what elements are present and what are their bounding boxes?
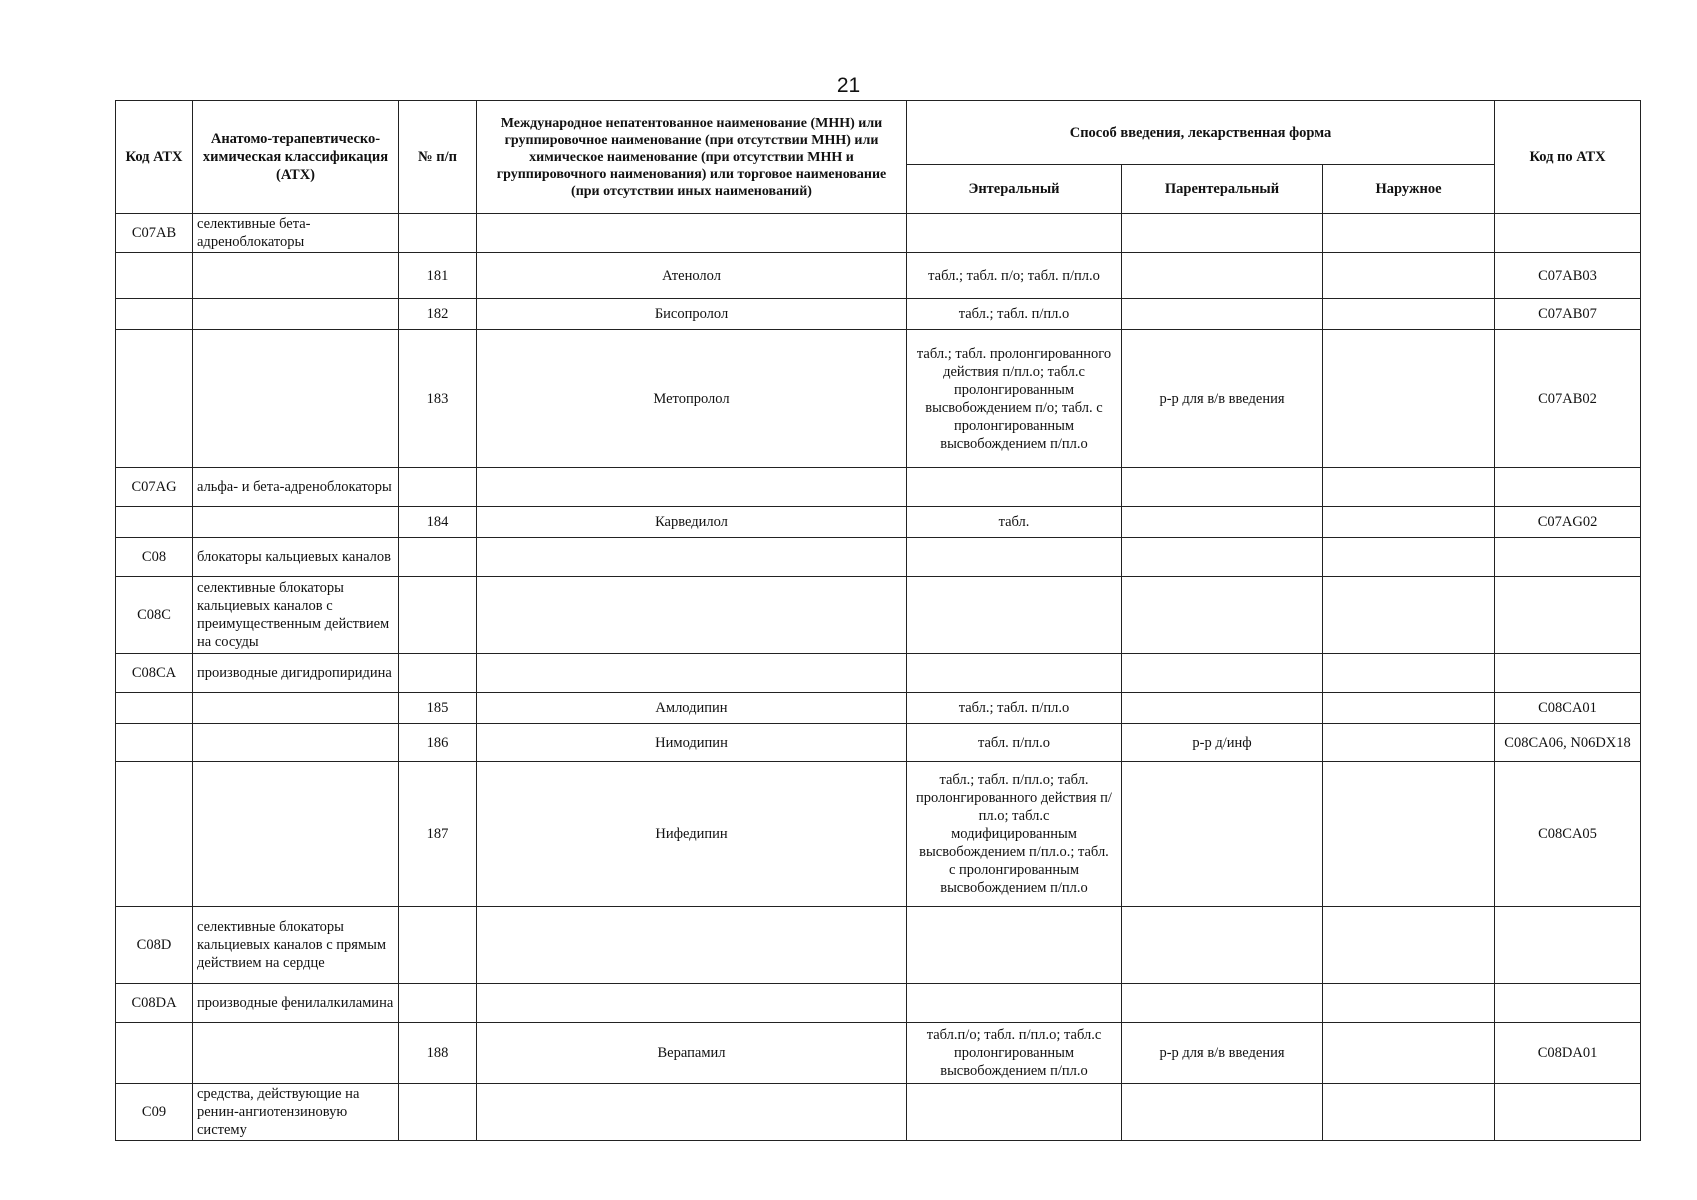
header-code-atx: Код АТХ xyxy=(116,101,193,214)
cell-parenteral xyxy=(1122,1084,1323,1141)
header-route-group: Способ введения, лекарственная форма xyxy=(907,101,1495,165)
cell-classification xyxy=(193,1023,399,1084)
cell-code-atx xyxy=(116,724,193,762)
cell-number xyxy=(399,1084,477,1141)
cell-enteral: табл. п/пл.о xyxy=(907,724,1122,762)
table-row xyxy=(116,330,1641,468)
cell-code-atx: C08CA xyxy=(116,654,193,693)
cell-code-by-atx xyxy=(1495,1084,1641,1141)
header-parenteral: Парентеральный xyxy=(1122,165,1323,214)
cell-number: 182 xyxy=(399,299,477,330)
cell-parenteral xyxy=(1122,538,1323,577)
cell-code-by-atx: C07AG02 xyxy=(1495,507,1641,538)
cell-parenteral xyxy=(1122,654,1323,693)
cell-name: Амлодипин xyxy=(477,693,907,724)
cell-code-by-atx: C08DA01 xyxy=(1495,1023,1641,1084)
cell-classification: средства, действующие на ренин-ангиотензиновую систему xyxy=(193,1084,399,1141)
cell-external xyxy=(1323,330,1495,468)
cell-code-by-atx xyxy=(1495,984,1641,1023)
cell-name xyxy=(477,654,907,693)
cell-parenteral xyxy=(1122,762,1323,907)
cell-external xyxy=(1323,468,1495,507)
cell-external xyxy=(1323,693,1495,724)
cell-code-atx xyxy=(116,330,193,468)
cell-number: 185 xyxy=(399,693,477,724)
cell-external xyxy=(1323,1084,1495,1141)
cell-enteral: табл.; табл. п/о; табл. п/пл.о xyxy=(907,253,1122,299)
cell-code-by-atx xyxy=(1495,577,1641,654)
cell-classification xyxy=(193,762,399,907)
header-number: № п/п xyxy=(399,101,477,214)
cell-code-by-atx: C08CA05 xyxy=(1495,762,1641,907)
cell-classification: селективные блокаторы кальциевых каналов с прямым действием на сердце xyxy=(193,907,399,984)
table-body xyxy=(116,214,1641,1141)
cell-name: Верапамил xyxy=(477,1023,907,1084)
cell-classification xyxy=(193,693,399,724)
header-name: Международное непатентованное наименование (МНН) или группировочное наименование (при отсутствии МНН) или химическое наименование (при отсутствии МНН и группировочного наименования) или торговое наименование (при отсутствии иных наименований) xyxy=(477,101,907,214)
table-row xyxy=(116,507,1641,538)
table-row xyxy=(116,253,1641,299)
cell-name: Бисопролол xyxy=(477,299,907,330)
cell-number: 183 xyxy=(399,330,477,468)
cell-name: Нифедипин xyxy=(477,762,907,907)
cell-enteral xyxy=(907,468,1122,507)
cell-parenteral xyxy=(1122,693,1323,724)
cell-number xyxy=(399,538,477,577)
cell-parenteral xyxy=(1122,299,1323,330)
header-classification: Анатомо-терапевтическо-химическая классификация (АТХ) xyxy=(193,101,399,214)
cell-name xyxy=(477,468,907,507)
cell-enteral: табл.; табл. п/пл.о xyxy=(907,693,1122,724)
cell-enteral: табл. xyxy=(907,507,1122,538)
table-row xyxy=(116,907,1641,984)
cell-code-atx: C09 xyxy=(116,1084,193,1141)
cell-external xyxy=(1323,299,1495,330)
cell-classification: альфа- и бета-адреноблокаторы xyxy=(193,468,399,507)
table-row xyxy=(116,693,1641,724)
cell-code-by-atx: C07AB07 xyxy=(1495,299,1641,330)
cell-code-atx xyxy=(116,253,193,299)
cell-classification xyxy=(193,724,399,762)
table-row xyxy=(116,577,1641,654)
cell-classification: селективные бета-адреноблокаторы xyxy=(193,214,399,253)
cell-enteral xyxy=(907,214,1122,253)
cell-number: 186 xyxy=(399,724,477,762)
cell-classification xyxy=(193,253,399,299)
cell-code-by-atx xyxy=(1495,214,1641,253)
cell-name xyxy=(477,214,907,253)
cell-code-atx xyxy=(116,299,193,330)
table-row xyxy=(116,299,1641,330)
cell-classification: производные фенилалкиламина xyxy=(193,984,399,1023)
cell-number xyxy=(399,984,477,1023)
cell-name xyxy=(477,984,907,1023)
cell-enteral: табл.; табл. п/пл.о xyxy=(907,299,1122,330)
header-enteral: Энтеральный xyxy=(907,165,1122,214)
cell-name xyxy=(477,1084,907,1141)
cell-number xyxy=(399,907,477,984)
table-row xyxy=(116,654,1641,693)
cell-parenteral xyxy=(1122,468,1323,507)
cell-code-atx: C07AG xyxy=(116,468,193,507)
cell-code-atx xyxy=(116,762,193,907)
cell-parenteral xyxy=(1122,577,1323,654)
cell-code-by-atx xyxy=(1495,654,1641,693)
cell-external xyxy=(1323,507,1495,538)
cell-number: 184 xyxy=(399,507,477,538)
cell-classification xyxy=(193,507,399,538)
cell-parenteral xyxy=(1122,507,1323,538)
cell-code-by-atx xyxy=(1495,468,1641,507)
cell-parenteral: р-р д/инф xyxy=(1122,724,1323,762)
cell-enteral: табл.; табл. пролонгированного действия п/пл.о; табл.с пролонгированным высвобождением п/о; табл. с пролонгированным высвобождением п/пл.о xyxy=(907,330,1122,468)
cell-external xyxy=(1323,762,1495,907)
table-row xyxy=(116,468,1641,507)
cell-external xyxy=(1323,984,1495,1023)
cell-number xyxy=(399,214,477,253)
cell-classification: селективные блокаторы кальциевых каналов с преимущественным действием на сосуды xyxy=(193,577,399,654)
cell-enteral xyxy=(907,654,1122,693)
cell-number: 187 xyxy=(399,762,477,907)
drug-classification-table xyxy=(115,100,1641,1141)
cell-number xyxy=(399,654,477,693)
cell-name: Нимодипин xyxy=(477,724,907,762)
cell-number: 181 xyxy=(399,253,477,299)
cell-enteral xyxy=(907,1084,1122,1141)
cell-code-atx xyxy=(116,507,193,538)
header-external: Наружное xyxy=(1323,165,1495,214)
cell-classification: блокаторы кальциевых каналов xyxy=(193,538,399,577)
cell-enteral xyxy=(907,984,1122,1023)
cell-external xyxy=(1323,724,1495,762)
cell-code-by-atx: C08CA06, N06DX18 xyxy=(1495,724,1641,762)
table-row xyxy=(116,762,1641,907)
cell-code-atx: C08 xyxy=(116,538,193,577)
cell-name xyxy=(477,577,907,654)
cell-number: 188 xyxy=(399,1023,477,1084)
cell-code-by-atx: C07AB03 xyxy=(1495,253,1641,299)
cell-code-by-atx: C07AB02 xyxy=(1495,330,1641,468)
cell-external xyxy=(1323,907,1495,984)
cell-name xyxy=(477,538,907,577)
cell-enteral: табл.п/о; табл. п/пл.о; табл.с пролонгированным высвобождением п/пл.о xyxy=(907,1023,1122,1084)
cell-external xyxy=(1323,654,1495,693)
cell-name: Атенолол xyxy=(477,253,907,299)
table-row xyxy=(116,984,1641,1023)
cell-external xyxy=(1323,538,1495,577)
cell-external xyxy=(1323,577,1495,654)
cell-code-atx: C08DA xyxy=(116,984,193,1023)
table-row xyxy=(116,538,1641,577)
table-row xyxy=(116,1023,1641,1084)
cell-enteral xyxy=(907,577,1122,654)
cell-classification xyxy=(193,330,399,468)
cell-external xyxy=(1323,253,1495,299)
cell-code-by-atx xyxy=(1495,538,1641,577)
cell-code-atx: C08C xyxy=(116,577,193,654)
cell-parenteral: р-р для в/в введения xyxy=(1122,330,1323,468)
cell-enteral: табл.; табл. п/пл.о; табл. пролонгированного действия п/пл.о; табл.с модифицированным высвобождением п/пл.о.; табл. с пролонгированным высвобождением п/пл.о xyxy=(907,762,1122,907)
table-row xyxy=(116,214,1641,253)
cell-code-atx: C08D xyxy=(116,907,193,984)
cell-parenteral xyxy=(1122,253,1323,299)
cell-external xyxy=(1323,1023,1495,1084)
cell-parenteral xyxy=(1122,984,1323,1023)
table-header xyxy=(116,101,1641,214)
table-row xyxy=(116,724,1641,762)
cell-enteral xyxy=(907,538,1122,577)
page-number: 21 xyxy=(836,74,861,97)
cell-number xyxy=(399,577,477,654)
cell-parenteral xyxy=(1122,907,1323,984)
cell-code-by-atx: C08CA01 xyxy=(1495,693,1641,724)
cell-code-atx xyxy=(116,693,193,724)
header-code-by-atx: Код по АТХ xyxy=(1495,101,1641,214)
cell-name: Карведилол xyxy=(477,507,907,538)
cell-external xyxy=(1323,214,1495,253)
cell-code-atx xyxy=(116,1023,193,1084)
cell-number xyxy=(399,468,477,507)
cell-enteral xyxy=(907,907,1122,984)
cell-classification xyxy=(193,299,399,330)
cell-code-by-atx xyxy=(1495,907,1641,984)
cell-parenteral xyxy=(1122,214,1323,253)
cell-classification: производные дигидропиридина xyxy=(193,654,399,693)
table-row xyxy=(116,1084,1641,1141)
cell-parenteral: р-р для в/в введения xyxy=(1122,1023,1323,1084)
cell-name xyxy=(477,907,907,984)
cell-code-atx: C07AB xyxy=(116,214,193,253)
cell-name: Метопролол xyxy=(477,330,907,468)
